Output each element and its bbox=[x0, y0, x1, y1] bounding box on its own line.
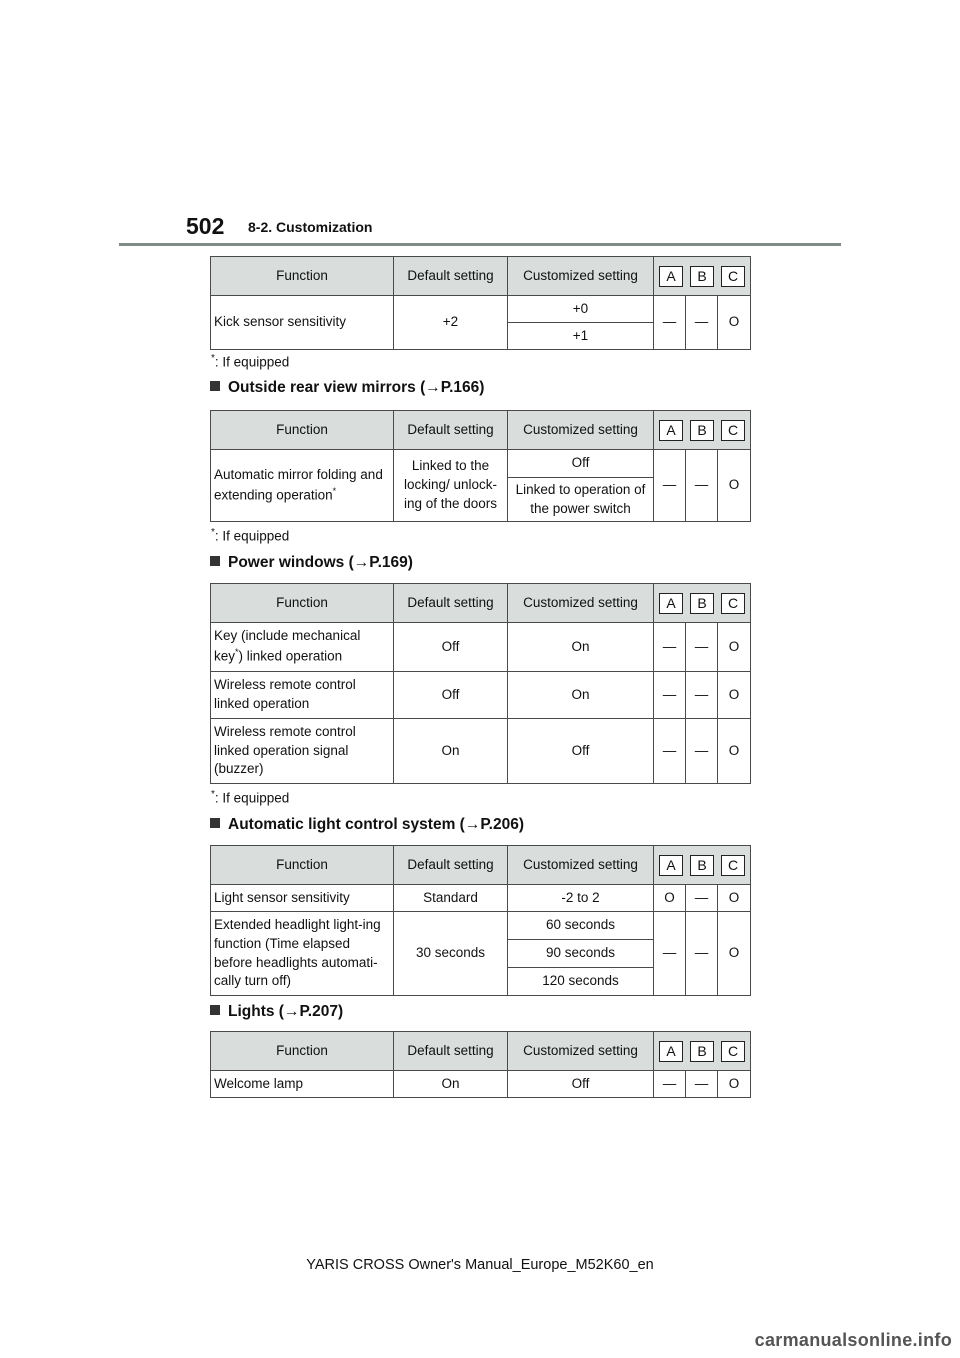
col-a-cell: — bbox=[654, 672, 686, 719]
table-row bbox=[211, 719, 751, 784]
label-a: A bbox=[659, 855, 683, 876]
col-a-cell: — bbox=[654, 450, 686, 522]
header-function: Function bbox=[211, 1032, 394, 1071]
header-abc bbox=[654, 846, 751, 885]
section-heading-lights: Lights (→P.207) bbox=[210, 1003, 343, 1021]
header-customized: Customized setting bbox=[508, 1032, 654, 1071]
custom-cell: -2 to 2 bbox=[508, 885, 654, 912]
custom-cell: +0 bbox=[508, 296, 654, 323]
default-cell: Off bbox=[394, 623, 508, 672]
default-cell: Standard bbox=[394, 885, 508, 912]
col-c-cell: O bbox=[718, 885, 751, 912]
table-header-row bbox=[211, 846, 751, 885]
custom-cell: +1 bbox=[508, 323, 654, 350]
table-row bbox=[211, 623, 751, 672]
label-c: C bbox=[721, 593, 745, 614]
chapter-title: 8-2. Customization bbox=[248, 219, 373, 235]
col-a-cell: O bbox=[654, 885, 686, 912]
custom-cell: Off bbox=[508, 719, 654, 784]
page-number: 502 bbox=[186, 213, 225, 239]
header-divider bbox=[119, 243, 841, 246]
lights-table bbox=[210, 1031, 751, 1098]
label-a: A bbox=[659, 1041, 683, 1062]
footnote: *: If equipped bbox=[211, 527, 290, 544]
custom-cell: Off bbox=[508, 450, 654, 478]
windows-table bbox=[210, 583, 751, 784]
header-function: Function bbox=[211, 846, 394, 885]
header-function: Function bbox=[211, 411, 394, 450]
custom-cell: On bbox=[508, 672, 654, 719]
table-header-row bbox=[211, 584, 751, 623]
default-cell: On bbox=[394, 1071, 508, 1098]
bullet-icon bbox=[210, 1005, 220, 1015]
mirrors-table bbox=[210, 410, 751, 522]
custom-cell: Off bbox=[508, 1071, 654, 1098]
col-b-cell: — bbox=[686, 672, 718, 719]
header-customized: Customized setting bbox=[508, 846, 654, 885]
col-a-cell: — bbox=[654, 1071, 686, 1098]
col-c-cell: O bbox=[718, 672, 751, 719]
col-c-cell: O bbox=[718, 296, 751, 350]
header-default: Default setting bbox=[394, 257, 508, 296]
table-row bbox=[211, 672, 751, 719]
label-c: C bbox=[721, 266, 745, 287]
label-a: A bbox=[659, 420, 683, 441]
light-control-table bbox=[210, 845, 751, 996]
custom-cell: Linked to operation of the power switch bbox=[508, 478, 654, 522]
col-c-cell: O bbox=[718, 912, 751, 996]
function-cell: Wireless remote control linked operation bbox=[211, 672, 394, 719]
col-b-cell: — bbox=[686, 450, 718, 522]
label-a: A bbox=[659, 266, 683, 287]
col-a-cell: — bbox=[654, 623, 686, 672]
table-header-row bbox=[211, 411, 751, 450]
custom-cell: 120 seconds bbox=[508, 968, 654, 996]
header-abc bbox=[654, 257, 751, 296]
footnote: *: If equipped bbox=[211, 353, 290, 370]
function-cell: Key (include mechanical key*) linked operation bbox=[211, 623, 394, 672]
section-heading-mirrors: Outside rear view mirrors (→P.166) bbox=[210, 379, 484, 397]
label-b: B bbox=[690, 1041, 714, 1062]
col-b-cell: — bbox=[686, 296, 718, 350]
label-c: C bbox=[721, 1041, 745, 1062]
col-c-cell: O bbox=[718, 1071, 751, 1098]
function-cell: Welcome lamp bbox=[211, 1071, 394, 1098]
table-header-row bbox=[211, 257, 751, 296]
kick-sensor-table bbox=[210, 256, 751, 350]
table-row bbox=[211, 450, 751, 478]
header-function: Function bbox=[211, 257, 394, 296]
bullet-icon bbox=[210, 818, 220, 828]
section-heading-light-control: Automatic light control system (→P.206) bbox=[210, 816, 524, 834]
table-row bbox=[211, 885, 751, 912]
header-abc bbox=[654, 584, 751, 623]
section-heading-windows: Power windows (→P.169) bbox=[210, 554, 413, 572]
bullet-icon bbox=[210, 381, 220, 391]
table-row bbox=[211, 1071, 751, 1098]
table-row bbox=[211, 912, 751, 940]
col-b-cell: — bbox=[686, 623, 718, 672]
col-c-cell: O bbox=[718, 450, 751, 522]
custom-cell: 60 seconds bbox=[508, 912, 654, 940]
function-cell: Light sensor sensitivity bbox=[211, 885, 394, 912]
label-c: C bbox=[721, 855, 745, 876]
function-cell: Wireless remote control linked operation signal (buzzer) bbox=[211, 719, 394, 784]
default-cell: Linked to the locking/ unlock-ing of the doors bbox=[394, 450, 508, 522]
col-a-cell: — bbox=[654, 296, 686, 350]
watermark: carmanualsonline.info bbox=[754, 1330, 952, 1350]
header-function: Function bbox=[211, 584, 394, 623]
col-b-cell: — bbox=[686, 912, 718, 996]
col-b-cell: — bbox=[686, 719, 718, 784]
default-cell: +2 bbox=[394, 296, 508, 350]
label-c: C bbox=[721, 420, 745, 441]
col-b-cell: — bbox=[686, 1071, 718, 1098]
col-c-cell: O bbox=[718, 623, 751, 672]
header-default: Default setting bbox=[394, 1032, 508, 1071]
default-cell: On bbox=[394, 719, 508, 784]
col-b-cell: — bbox=[686, 885, 718, 912]
col-a-cell: — bbox=[654, 912, 686, 996]
header-default: Default setting bbox=[394, 584, 508, 623]
footer-manual-title: YARIS CROSS Owner's Manual_Europe_M52K60_en bbox=[306, 1257, 654, 1273]
label-b: B bbox=[690, 855, 714, 876]
function-cell: Automatic mirror folding and extending operation* bbox=[211, 450, 394, 522]
label-a: A bbox=[659, 593, 683, 614]
col-c-cell: O bbox=[718, 719, 751, 784]
default-cell: 30 seconds bbox=[394, 912, 508, 996]
bullet-icon bbox=[210, 556, 220, 566]
label-b: B bbox=[690, 593, 714, 614]
footnote: *: If equipped bbox=[211, 789, 290, 806]
header-default: Default setting bbox=[394, 411, 508, 450]
table-row bbox=[211, 296, 751, 323]
header-default: Default setting bbox=[394, 846, 508, 885]
header-customized: Customized setting bbox=[508, 257, 654, 296]
header-abc bbox=[654, 1032, 751, 1071]
label-b: B bbox=[690, 420, 714, 441]
header-customized: Customized setting bbox=[508, 584, 654, 623]
col-a-cell: — bbox=[654, 719, 686, 784]
function-cell: Kick sensor sensitivity bbox=[211, 296, 394, 350]
function-cell: Extended headlight light-ing function (Time elapsed before headlights automati-cally turn off) bbox=[211, 912, 394, 996]
label-b: B bbox=[690, 266, 714, 287]
default-cell: Off bbox=[394, 672, 508, 719]
table-header-row bbox=[211, 1032, 751, 1071]
custom-cell: 90 seconds bbox=[508, 940, 654, 968]
header-abc bbox=[654, 411, 751, 450]
custom-cell: On bbox=[508, 623, 654, 672]
header-customized: Customized setting bbox=[508, 411, 654, 450]
